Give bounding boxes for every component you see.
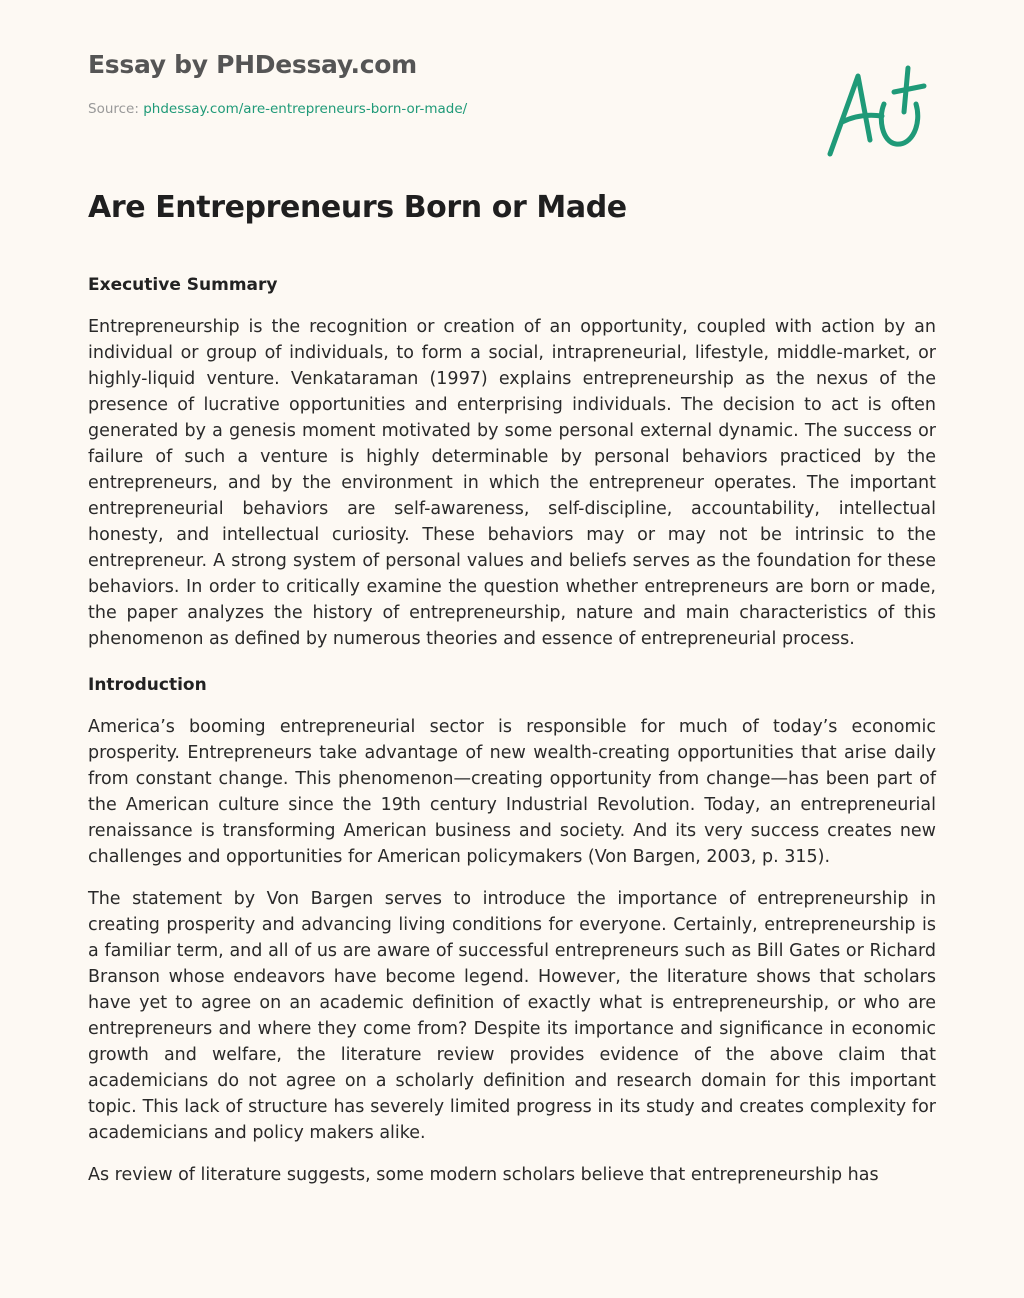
section-heading-executive-summary: Executive Summary — [88, 275, 278, 295]
site-title: Essay by PHDessay.com — [88, 50, 417, 79]
section-heading-introduction: Introduction — [88, 675, 207, 695]
a-plus-grade-icon — [824, 64, 928, 160]
paragraph: The statement by Von Bargen serves to introduce the importance of entrepreneurship in creating prosperity and advancing living conditions for everyone. Certainly, entrepreneurship is a familiar term, and all of us are aware of successful entrepreneurs such as Bill Gates or Richard Branson whose endeavors have become legend. However, the literature shows that scholars have yet to agree on an academic definition of exactly what is entrepreneurship, or who are entrepreneurs and where they come from? Despite its importance and significance in economic growth and welfare, the literature review provides evidence of the above claim that academicians do not agree on a scholarly definition and research domain for this important topic. This lack of structure has severely limited progress in its study and creates complexity for academicians and policy makers alike. — [88, 889, 936, 1143]
paragraph: As review of literature suggests, some modern scholars believe that entrepreneurship has — [88, 1165, 879, 1185]
essay-title: Are Entrepreneurs Born or Made — [88, 190, 627, 225]
page-cutoff — [0, 1250, 1024, 1298]
source-link[interactable]: phdessay.com/are-entrepreneurs-born-or-made/ — [143, 101, 468, 117]
source-line — [88, 101, 467, 117]
paragraph: America’s booming entrepreneurial sector is responsible for much of today’s economic prosperity. Entrepreneurs take advantage of new wealth-creating opportunities that arise daily from constant change. This phenomenon—creating opportunity from change—has been part of the American culture since the 19th century Industrial Revolution. Today, an entrepreneurial renaissance is transforming American business and society. And its very success creates new challenges and opportunities for American policymakers (Von Bargen, 2003, p. 315). — [88, 717, 936, 867]
paragraph: Entrepreneurship is the recognition or creation of an opportunity, coupled with action by an individual or group of individuals, to form a social, intrapreneurial, lifestyle, middle-market, or highly-liquid venture. Venkataraman (1997) explains entrepreneurship as the nexus of the presence of lucrative opportunities and enterprising individuals. The decision to act is often generated by a genesis moment motivated by some personal external dynamic. The success or failure of such a venture is highly determinable by personal behaviors practiced by the entrepreneurs, and by the environment in which the entrepreneur operates. The important entrepreneurial behaviors are self-awareness, self-discipline, accountability, intellectual honesty, and intellectual curiosity. These behaviors may or may not be intrinsic to the entrepreneur. A strong system of personal values and beliefs serves as the foundation for these behaviors. In order to critically examine the question whether entrepreneurs are born or made, the paper analyzes the history of entrepreneurship, nature and main characteristics of this phenomenon as defined by numerous theories and essence of entrepreneurial process. — [88, 317, 936, 649]
essay-body — [88, 268, 936, 1204]
source-label: Source: — [88, 101, 144, 117]
